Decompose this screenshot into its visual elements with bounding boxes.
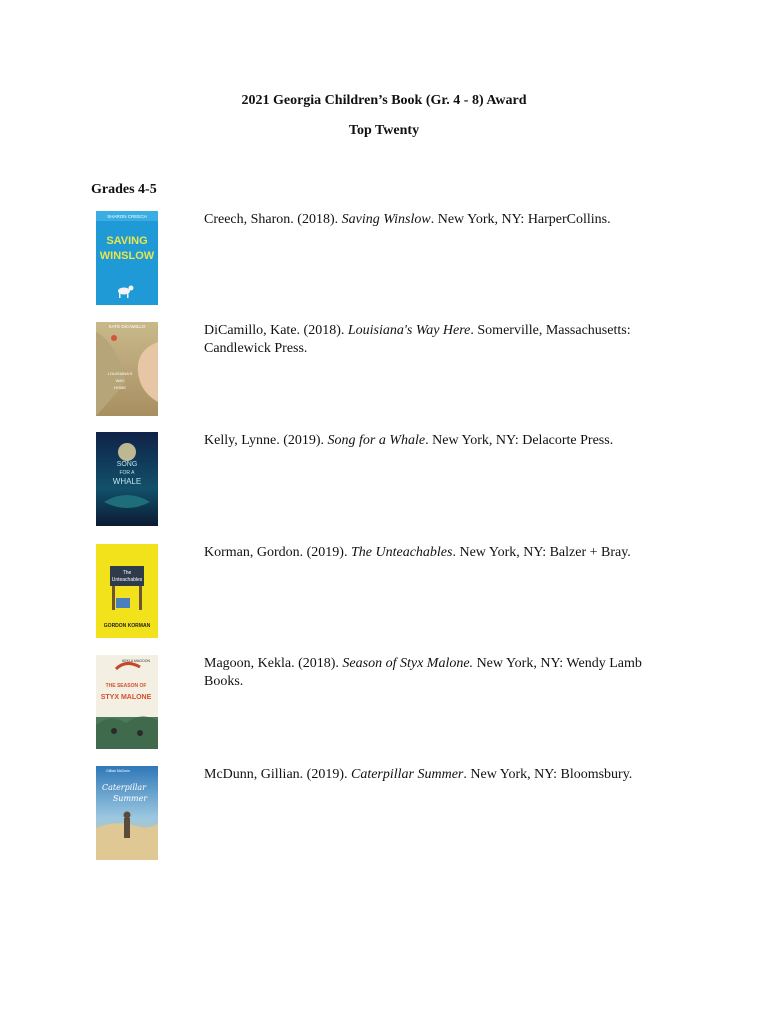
- citation-saving-winslow: Creech, Sharon. (2018). Saving Winslow. New York, NY: HarperCollins.: [204, 212, 611, 227]
- cover-title-line1: LOUISIANA'S: [107, 371, 133, 376]
- book-title: Season of Styx Malone.: [342, 656, 474, 671]
- book-entry: [96, 544, 696, 640]
- book-title: Saving Winslow: [341, 212, 431, 227]
- cover-title-line3: HOME: [114, 385, 126, 390]
- book-entry: [96, 322, 696, 418]
- book-cover-the-unteachables: [96, 544, 158, 638]
- cover-title-line1: SAVING: [106, 235, 148, 247]
- document-title: 2021 Georgia Children’s Book (Gr. 4 - 8) Award: [241, 93, 527, 108]
- cover-title-line1: The: [122, 570, 132, 576]
- book-entry: [96, 432, 696, 528]
- cover-author: Gillian McDunn: [106, 769, 130, 773]
- book-cover-caterpillar-summer: [96, 766, 158, 860]
- cover-author: GORDON KORMAN: [103, 623, 151, 629]
- cover-title-line1: Caterpillar: [101, 783, 147, 792]
- cover-author: SHARON CREECH: [107, 214, 147, 219]
- book-cover-season-of-styx-malone: [96, 655, 158, 749]
- cover-author: KEKLA MAGOON: [121, 659, 151, 663]
- document-subtitle: Top Twenty: [348, 123, 420, 138]
- citation-song-for-a-whale: Kelly, Lynne. (2019). Song for a Whale. New York, NY: Delacorte Press.: [204, 433, 614, 448]
- book-cover-song-for-a-whale: [96, 432, 158, 526]
- book-title: Caterpillar Summer: [350, 767, 464, 782]
- cover-title-line2: Unteachables: [111, 577, 143, 583]
- citation-season-of-styx-malone: Magoon, Kekla. (2018). Season of Styx Malone. New York, NY: Wendy Lamb Books.: [204, 656, 642, 689]
- book-entry: [96, 766, 696, 862]
- citation-caterpillar-summer: McDunn, Gillian. (2019). Caterpillar Summer. New York, NY: Bloomsbury.: [204, 767, 633, 782]
- book-entry: [96, 655, 696, 751]
- book-title: Song for a Whale: [327, 433, 426, 448]
- cover-title-line2: STYX MALONE: [100, 694, 152, 701]
- book-entry: [96, 211, 696, 307]
- cover-title-line2: WAY: [115, 378, 125, 383]
- book-title: Louisiana's Way Here: [347, 323, 471, 338]
- cover-title-line2: Summer: [112, 794, 148, 803]
- cover-title-line2: WINSLOW: [99, 250, 155, 262]
- book-cover-saving-winslow: [96, 211, 158, 305]
- cover-title-line2: FOR A: [119, 470, 135, 476]
- citation-the-unteachables: Korman, Gordon. (2019). The Unteachables. New York, NY: Balzer + Bray.: [204, 545, 631, 560]
- section-heading-grades-4-5: Grades 4-5: [91, 182, 157, 197]
- cover-title-line1: SONG: [116, 461, 138, 468]
- citation-louisianas-way: DiCamillo, Kate. (2018). Louisiana's Way Here. Somerville, Massachusetts: Candlewick Press.: [204, 323, 631, 356]
- book-cover-louisianas-way: [96, 322, 158, 416]
- cover-title-line3: WHALE: [112, 477, 142, 486]
- book-title: The Unteachables: [350, 545, 453, 560]
- cover-author: KATE DiCAMILLO: [108, 324, 146, 329]
- cover-title-line1: THE SEASON OF: [105, 683, 147, 689]
